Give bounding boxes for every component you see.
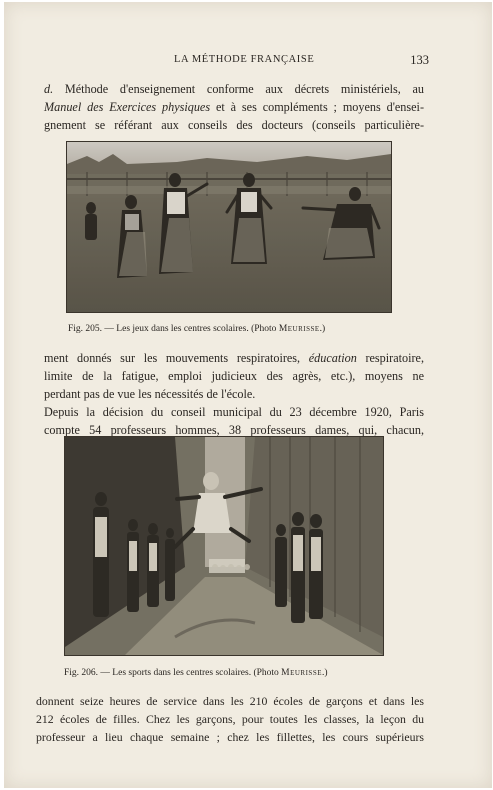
text-span: respiratoire,	[356, 351, 424, 365]
figure-205-caption	[68, 324, 325, 334]
photo-credit: Meurisse	[278, 324, 320, 334]
photo-street-sports	[64, 436, 384, 656]
text-line: perdant pas de vue les nécessités de l'école.	[44, 387, 256, 401]
sack-race-photo-image	[67, 142, 391, 312]
text-span: et à ses compléments ; moyens d'ensei-	[210, 100, 425, 114]
text-line	[44, 349, 424, 367]
photo-credit: Meurisse	[281, 668, 322, 678]
figure-206-caption	[64, 668, 328, 678]
text-line: gnement se référant aux conseils des docteurs (conseils particulière-	[44, 118, 424, 132]
caption-end: .)	[319, 324, 326, 334]
text-line: professeur a lieu chaque semaine ; chez les fillettes, les cours supérieurs	[36, 730, 424, 744]
caption-end: .)	[322, 668, 328, 678]
paragraph-1	[44, 80, 424, 134]
text-line: donnent seize heures de service dans les 210 écoles de garçons et dans les	[36, 694, 424, 708]
text-line	[44, 98, 424, 116]
photo-sack-race	[66, 141, 392, 313]
paragraph-2	[44, 349, 424, 439]
text-span: ment donnés sur les mouvements respiratoires,	[44, 351, 309, 365]
text-line: compte 54 professeurs hommes, 38 professeurs dames, qui, chacun,	[44, 423, 424, 437]
paragraph-3	[36, 692, 424, 746]
caption-text: Fig. 206. — Les sports dans les centres scolaires. (Photo	[64, 668, 282, 678]
text-line: Depuis la décision du conseil municipal du 23 décembre 1920, Paris	[44, 405, 424, 419]
text-line: 212 écoles de filles. Chez les garçons, pour toutes les classes, la leçon du	[36, 712, 424, 726]
text-span: Méthode d'enseignement conforme aux décrets ministériels, au	[53, 82, 424, 96]
list-marker: d.	[44, 82, 54, 96]
running-title: LA MÉTHODE FRANÇAISE	[174, 54, 315, 65]
page-number: 133	[410, 53, 429, 67]
text-line	[44, 80, 424, 98]
italic-word: éducation	[308, 351, 357, 365]
manual-title: Manuel des Exercices physiques	[44, 100, 211, 114]
book-page	[4, 2, 492, 788]
caption-text: Fig. 205. — Les jeux dans les centres scolaires. (Photo	[68, 324, 279, 334]
street-sports-photo-image	[65, 437, 383, 655]
text-line: limite de la fatigue, emploi judicieux des agrès, etc.), moyens ne	[44, 369, 424, 383]
